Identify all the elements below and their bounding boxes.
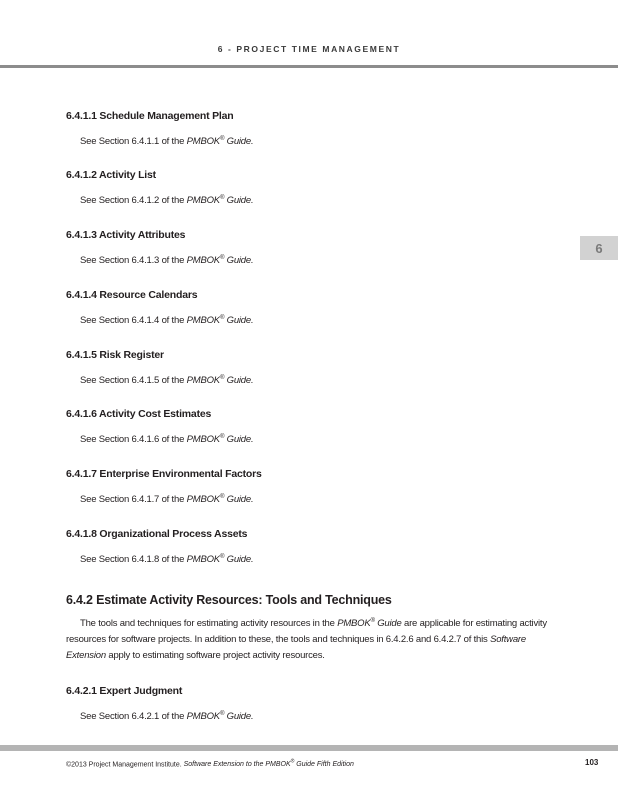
running-header: 6 - PROJECT TIME MANAGEMENT bbox=[217, 44, 401, 54]
section-paragraph bbox=[66, 616, 556, 664]
subsection-heading: 6.4.1.2 Activity List bbox=[66, 169, 156, 181]
subsection-reference: See Section 6.4.1.1 of the PMBOK® Guide. bbox=[80, 136, 254, 148]
para-reg: ® bbox=[370, 617, 375, 624]
expert-judgment-heading: 6.4.2.1 Expert Judgment bbox=[66, 685, 183, 697]
subsection-reference: See Section 6.4.1.4 of the PMBOK® Guide. bbox=[80, 315, 254, 327]
subsection-reference: See Section 6.4.1.5 of the PMBOK® Guide. bbox=[80, 375, 254, 387]
subsection-reference: See Section 6.4.1.2 of the PMBOK® Guide. bbox=[80, 195, 254, 207]
footer-rule bbox=[0, 745, 618, 751]
para-text-2: are applicable for estimating activity resources for software projects. In addition to these, the tools and techniques in 6.4.2.6 and 6.4.2.7 of this bbox=[66, 618, 547, 645]
chapter-tab: 6 bbox=[580, 236, 618, 260]
page-number: 103 bbox=[585, 758, 599, 767]
expert-judgment-reference: See Section 6.4.2.1 of the PMBOK® Guide. bbox=[80, 711, 254, 723]
subsection-reference: See Section 6.4.1.3 of the PMBOK® Guide. bbox=[80, 255, 254, 267]
para-text-3: apply to estimating software project activity resources. bbox=[108, 650, 325, 661]
para-pmbok: PMBOK bbox=[337, 618, 371, 629]
header-rule bbox=[0, 65, 618, 68]
subsection-heading: 6.4.1.7 Enterprise Environmental Factors bbox=[66, 468, 262, 480]
footer-copyright: ©2013 Project Management Institute. Software Extension to the PMBOK® Guide Fifth Edition bbox=[66, 759, 354, 769]
subsection-heading: 6.4.1.4 Resource Calendars bbox=[66, 289, 198, 301]
subsection-heading: 6.4.1.8 Organizational Process Assets bbox=[66, 528, 248, 540]
subsection-heading: 6.4.1.3 Activity Attributes bbox=[66, 229, 186, 241]
subsection-heading: 6.4.1.5 Risk Register bbox=[66, 349, 164, 361]
subsection-heading: 6.4.1.1 Schedule Management Plan bbox=[66, 110, 234, 122]
subsection-reference: See Section 6.4.1.7 of the PMBOK® Guide. bbox=[80, 494, 254, 506]
section-heading: 6.4.2 Estimate Activity Resources: Tools and Techniques bbox=[66, 593, 392, 607]
para-guide: Guide bbox=[377, 618, 402, 629]
subsection-heading: 6.4.1.6 Activity Cost Estimates bbox=[66, 408, 212, 420]
para-text-1: The tools and techniques for estimating activity resources in the bbox=[80, 618, 335, 629]
subsection-reference: See Section 6.4.1.6 of the PMBOK® Guide. bbox=[80, 434, 254, 446]
para-software-extension: Software Extension bbox=[66, 634, 526, 661]
subsection-reference: See Section 6.4.1.8 of the PMBOK® Guide. bbox=[80, 554, 254, 566]
